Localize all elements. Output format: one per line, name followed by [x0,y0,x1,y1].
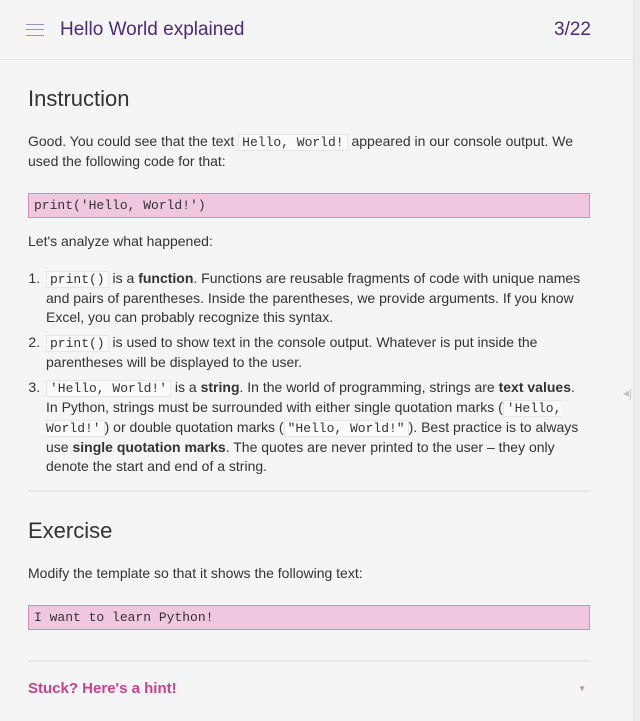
exercise-text: Modify the template so that it shows the following text: [28,565,363,581]
lesson-counter: 3/22 [554,18,591,40]
lesson-content [0,86,640,697]
instruction-heading: Instruction [28,86,130,111]
scrollbar[interactable] [633,0,640,721]
hint-divider [28,660,590,662]
list-item: 2. print() is used to show text in the console output. Whatever is put inside the parentheses will be displayed to the user. [44,333,590,372]
hamburger-icon[interactable] [26,24,44,36]
example-code-block: print('Hello, World!') [28,193,590,218]
panel-resize-handle[interactable]: ◂| [622,386,632,400]
list-item: 3. 'Hello, World!' is a string. In the world of programming, strings are text values. In Python, strings must be surrounded with either single quotation marks ( 'Hello, World!' ) or double quotation marks ( "Hello, World!" ). Best practice is to always use single quotation marks. The quotes are never printed to the user – they only denote the start and end of a string. [44,378,590,476]
instruction-intro: Good. You could see that the text Hello, World! appeared in our console output. We used the following code for that: [28,133,574,169]
exercise-heading: Exercise [28,518,113,543]
caret-down-icon[interactable]: ▼ [578,684,586,693]
explanation-list [28,269,590,476]
list-item: 1. print() is a function. Functions are reusable fragments of code with unique names and pairs of parentheses. Inside the parentheses, we provide arguments. If you know Excel, you can probably recognize this syntax. [44,269,590,327]
lesson-title: Hello World explained [60,18,245,40]
lesson-header [0,0,640,60]
hint-label[interactable]: Stuck? Here's a hint! [28,680,177,697]
section-divider [28,490,590,492]
analyze-text: Let's analyze what happened: [28,233,213,249]
hint-toggle[interactable] [28,680,590,697]
target-output-block: I want to learn Python! [28,605,590,630]
inline-code: Hello, World! [238,134,347,151]
